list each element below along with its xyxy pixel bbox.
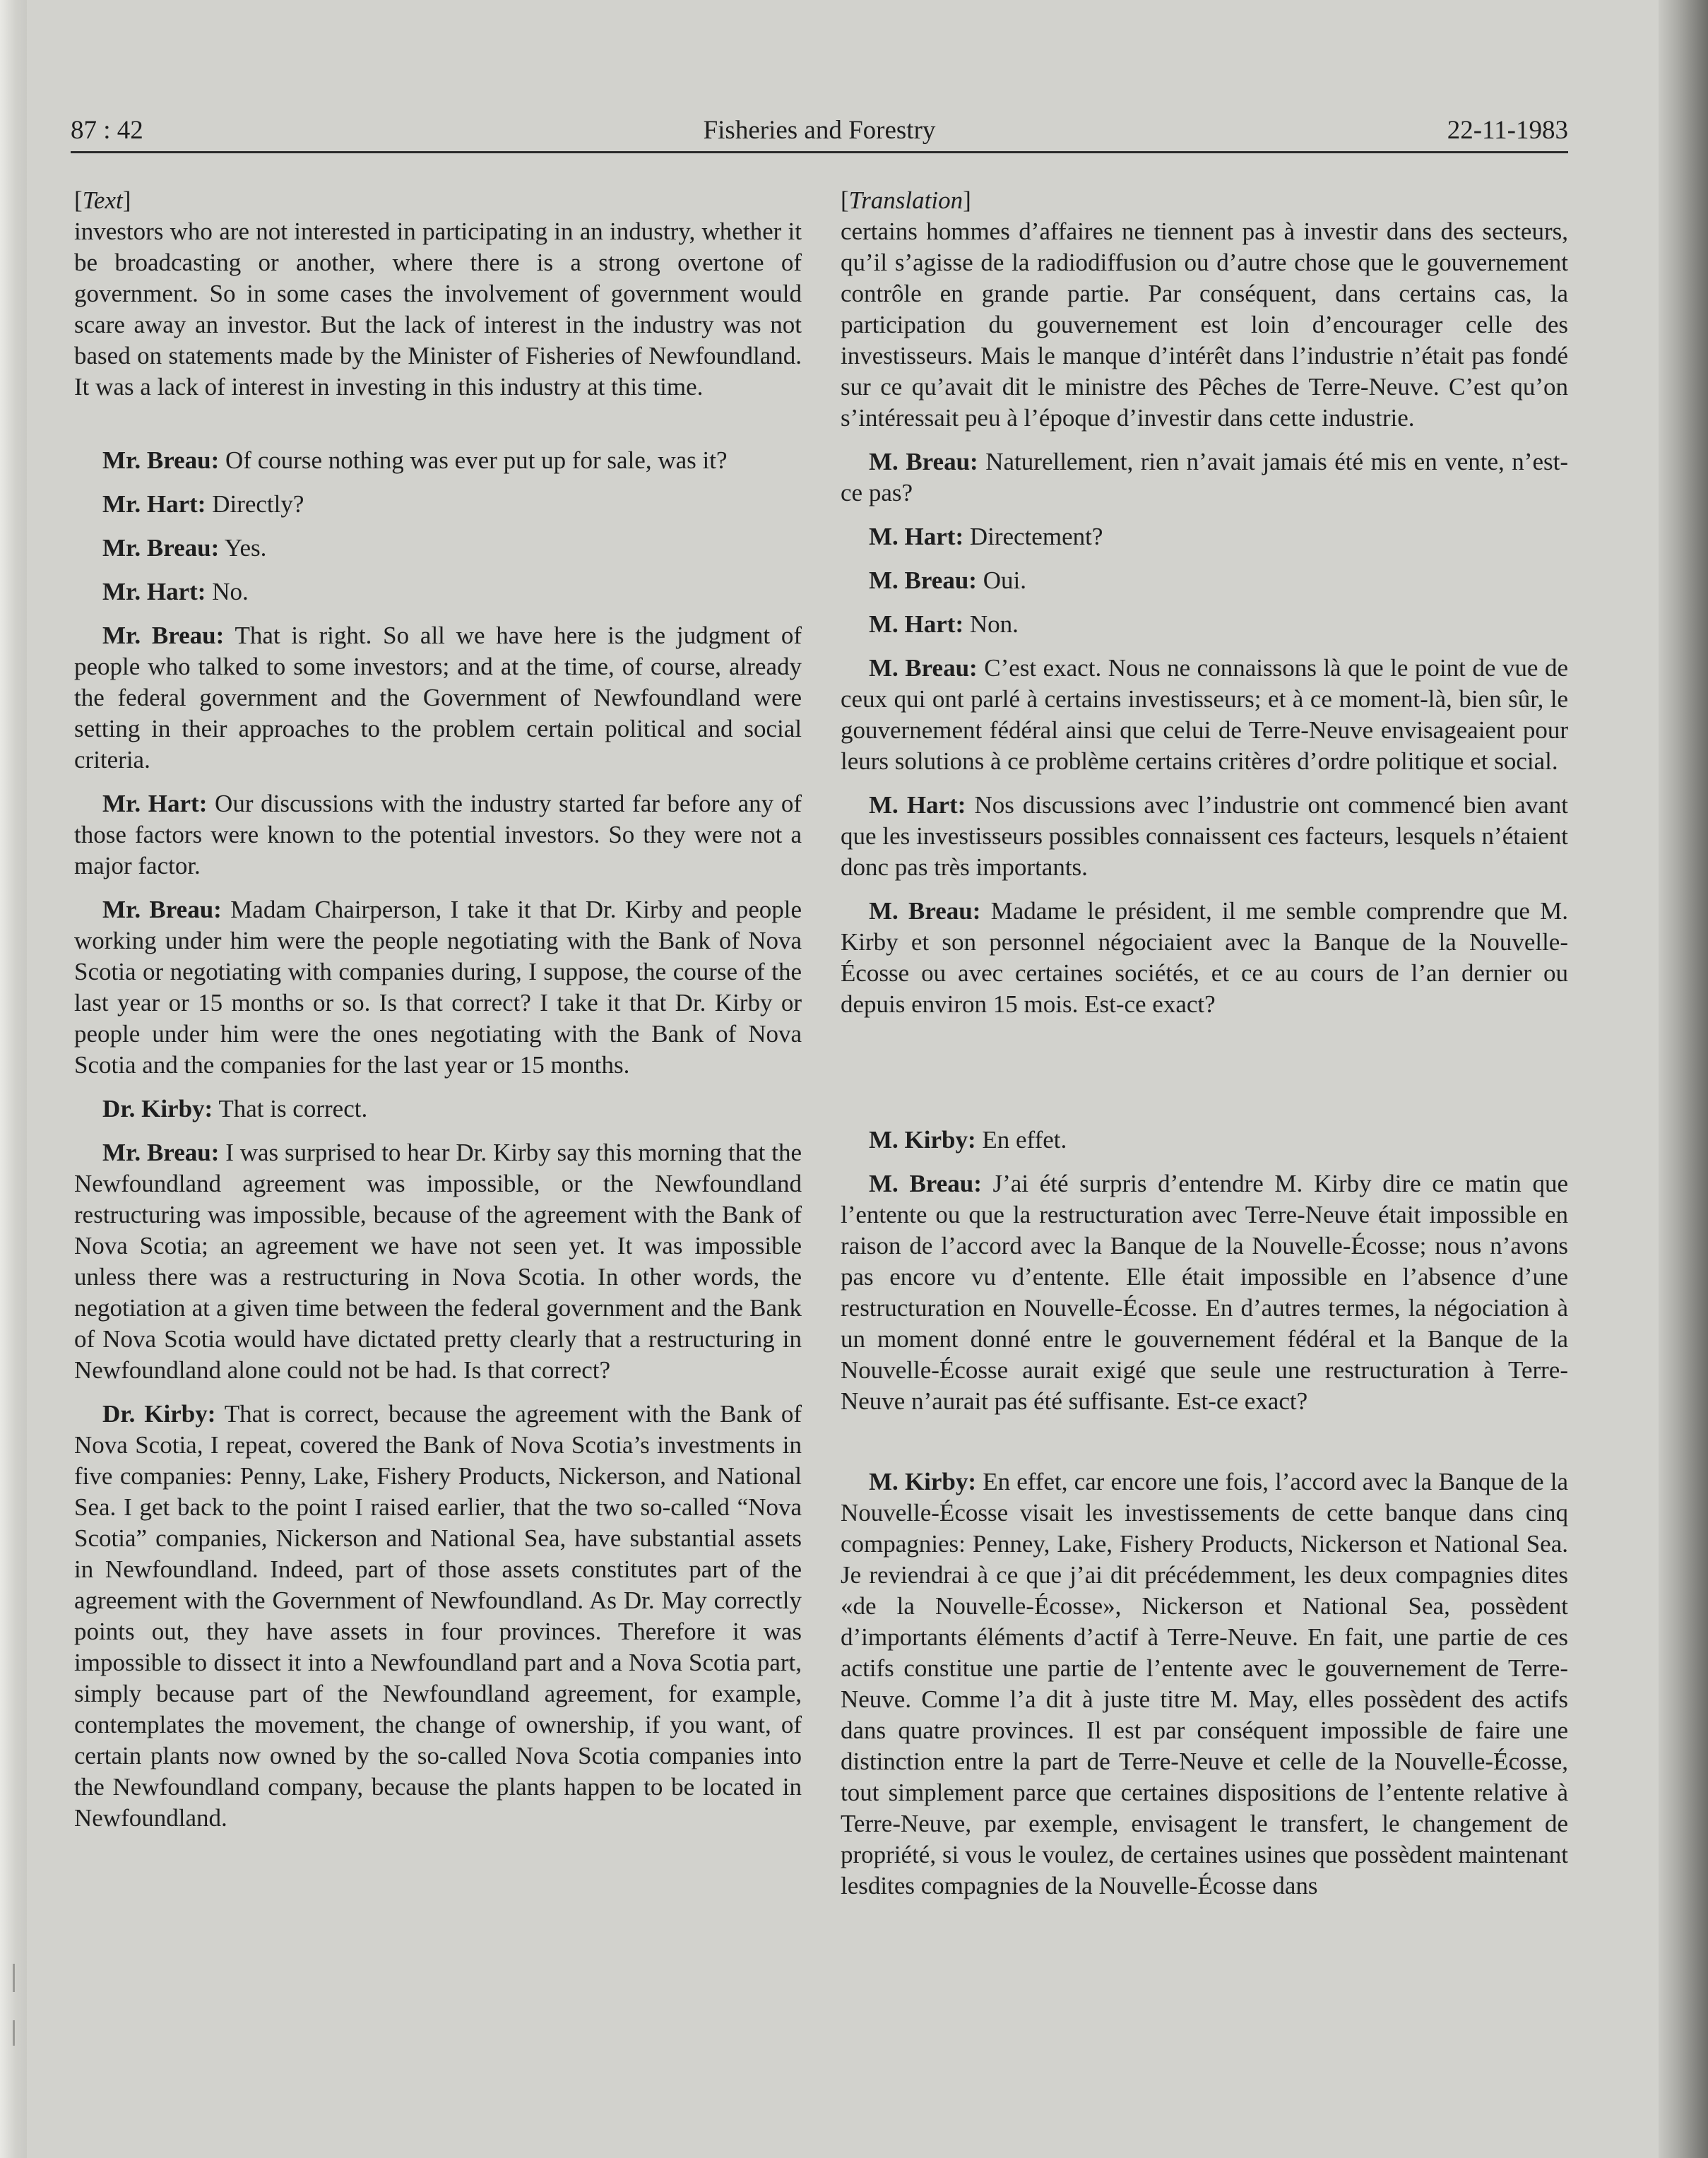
header-date: 22-11-1983 [1447, 116, 1568, 145]
speaker: Dr. Kirby: [102, 1095, 213, 1122]
speech-text: Oui. [983, 567, 1026, 594]
speech-text: No. [212, 578, 249, 605]
speaker: M. Breau: [869, 654, 978, 682]
speech [841, 521, 1568, 552]
speaker: M. Hart: [869, 610, 964, 638]
speech [841, 896, 1568, 1020]
speech [74, 1399, 802, 1834]
speech-text: Of course nothing was ever put up for sale, was it? [225, 446, 728, 474]
intro-paragraph: certains hommes d’affaires ne tiennent pas à investir dans des secteurs, qu’il s’agisse de la radiodiffusion ou d’autre chose que le gouvernement contrôle en grande partie. Par conséquent, dans certains cas, la participation du gouvernement est loin d’encourager celle des investisseurs. Mais le manque d’intérêt dans l’industrie n’était pas fondé sur ce qu’avait dit le ministre des Pêches de Terre-Neuve. C’est qu’on s’intéressait peu à l’époque d’investir dans cette industrie. [841, 218, 1568, 432]
speech-text: That is right. So all we have here is the judgment of people who talked to some investors; and at the time, of course, already the federal government and the Government of Newfoundland were setting in their approaches to the problem certain political and social criteria. [74, 622, 802, 773]
speech [841, 1466, 1568, 1902]
speaker: Mr. Breau: [102, 534, 220, 562]
speaker: Mr. Hart: [102, 790, 208, 817]
speaker: M. Breau: [869, 567, 977, 594]
header-title: Fisheries and Forestry [703, 116, 936, 145]
speech [74, 1093, 802, 1125]
speech [841, 446, 1568, 509]
speaker: Mr. Hart: [102, 490, 206, 518]
translation-tag: [Translation] [841, 186, 971, 214]
speaker: Mr. Breau: [102, 622, 225, 649]
speech-text: Yes. [224, 534, 267, 562]
speaker: Mr. Breau: [102, 896, 222, 923]
french-column [841, 185, 1568, 1902]
speech-text: Nos discussions avec l’industrie ont commencé bien avant que les investisseurs possibles connaissent ces facteurs, lesquels n’étaient donc pas très importants. [841, 791, 1569, 881]
speaker: Mr. Hart: [102, 578, 206, 605]
speaker: M. Breau: [869, 1170, 982, 1197]
speech [74, 1137, 802, 1386]
margin-mark [13, 1964, 15, 1992]
speech-text: Directement? [969, 523, 1103, 550]
speaker: Mr. Breau: [102, 446, 220, 474]
speech [74, 620, 802, 776]
speaker: M. Breau: [869, 448, 978, 475]
speech-text: J’ai été surpris d’entendre M. Kirby dire ce matin que l’entente ou que la restructuration avec Terre-Neuve était impossible en raison de l’accord avec la Banque de la Nouvelle-Écosse; nous n’avons pas encore vu d’entente. Elle était impossible en l’absence d’une restructuration en Nouvelle-Écosse. En d’autres termes, la négociation à un moment donné entre le gouvernement fédéral et la Banque de la Nouvelle-Écosse aurait exigé que seule une restructuration à Terre-Neuve n’aurait pas été suffisante. Est-ce exact? [841, 1170, 1569, 1415]
speech-text: Our discussions with the industry started far before any of those factors were known to the potential investors. So they were not a major factor. [74, 790, 802, 879]
speech [74, 788, 802, 882]
speech [841, 1168, 1568, 1417]
speaker: M. Hart: [869, 523, 964, 550]
intro-paragraph: investors who are not interested in participating in an industry, whether it be broadcasting or another, where there is a strong overtone of government. So in some cases the involvement of government would scare away an investor. But the lack of interest in the industry was not based on statements made by the Minister of Fisheries of Newfoundland. It was a lack of interest in investing in this industry at this time. [74, 218, 802, 401]
speech-text: That is correct. [218, 1095, 368, 1122]
speech [74, 489, 802, 520]
margin-mark [13, 2020, 15, 2046]
speech-text: That is correct, because the agreement with the Bank of Nova Scotia, I repeat, covered the Bank of Nova Scotia’s investments in five companies: Penny, Lake, Fishery Products, Nickerson, and National Sea. I get back to the point I raised earlier, that the two so-called “Nova Scotia” companies, Nickerson and National Sea, have substantial assets in Newfoundland. Indeed, part of those assets constitutes part of the agreement with the Government of Newfoundland. As Dr. May correctly points out, they have assets in four provinces. Therefore it was impossible to dissect it into a Newfoundland part and a Nova Scotia part, simply because part of the Newfoundland agreement, for example, contemplates the movement, the change of ownership, if you want, of certain plants now owned by the so-called Nova Scotia companies into the Newfoundland company, because the plants happen to be located in Newfoundland. [74, 1400, 802, 1832]
speech-text: I was surprised to hear Dr. Kirby say this morning that the Newfoundland agreement was impossible, or the Newfoundland restructuring was impossible, because of the agreement with the Bank of Nova Scotia; an agreement we have not seen yet. It was impossible unless there was a restructuring in Nova Scotia. In other words, the negotiation at a given time between the federal government and the Bank of Nova Scotia would have dictated pretty clearly that a restructuring in Newfoundland alone could not be had. Is that correct? [74, 1139, 802, 1384]
speech [74, 894, 802, 1081]
speaker: Mr. Breau: [102, 1139, 220, 1166]
text-tag: [Text] [74, 186, 131, 214]
speech-text: En effet, car encore une fois, l’accord avec la Banque de la Nouvelle-Écosse visait les investissements de cette banque dans cinq compagnies: Penney, Lake, Fishery Products, Nickerson et National Sea. Je reviendrai à ce que j’ai dit précédemment, les deux compagnies dites «de la Nouvelle-Écosse», Nickerson et National Sea, possèdent d’importants éléments d’actif à Terre-Neuve. En fait, une partie de ces actifs constitue une partie de l’entente avec le gouvernement de Terre-Neuve. Comme l’a dit à juste titre M. May, elles possèdent des actifs dans quatre provinces. Il est par conséquent impossible de faire une distinction entre la part de Terre-Neuve et celle de la Nouvelle-Écosse, tout simplement parce que certaines dispositions de l’entente relative à Terre-Neuve, par exemple, envisagent le transfert, le changement de propriété, si vous le voulez, de certaines usines que possèdent maintenant lesdites compagnies de la Nouvelle-Écosse dans [841, 1468, 1568, 1899]
speaker: M. Kirby: [869, 1468, 977, 1495]
speaker: M. Hart: [869, 791, 966, 819]
speech-text: C’est exact. Nous ne connaissons là que le point de vue de ceux qui ont parlé à certains investisseurs; et à ce moment-là, bien sûr, le gouvernement fédéral ainsi que celui de Terre-Neuve envisageaient pour leurs solutions à ce problème certains critères d’ordre politique et social. [841, 654, 1568, 775]
page-edge-shadow [1659, 0, 1708, 2158]
speech-text: Madame le président, il me semble comprendre que M. Kirby et son personnel négociaient avec la Banque de la Nouvelle-Écosse ou avec certaines sociétés, et ce au cours de l’an dernier ou depuis environ 15 mois. Est-ce exact? [841, 897, 1569, 1018]
speech [74, 533, 802, 564]
speech [841, 565, 1568, 596]
page-spine [0, 0, 27, 2158]
speaker: Dr. Kirby: [102, 1400, 216, 1428]
speaker: M. Breau: [869, 897, 981, 925]
speech [841, 1125, 1568, 1156]
speech-text: Naturellement, rien n’avait jamais été mis en vente, n’est-ce pas? [841, 448, 1568, 506]
speech-text: En effet. [982, 1126, 1067, 1154]
speaker: M. Kirby: [869, 1126, 976, 1154]
speech-text: Directly? [212, 490, 304, 518]
speech [74, 445, 802, 476]
page-number: 87 : 42 [71, 116, 143, 145]
speech [841, 653, 1568, 777]
running-header [71, 106, 1568, 153]
english-column [74, 185, 802, 1834]
speech [841, 790, 1568, 883]
speech [74, 576, 802, 607]
speech-text: Madam Chairperson, I take it that Dr. Kirby and people working under him were the people negotiating with the Bank of Nova Scotia or negotiating with companies during, I suppose, the course of the last year or 15 months or so. Is that correct? I take it that Dr. Kirby or people under him were the ones negotiating with the Bank of Nova Scotia and the companies for the last year or 15 months. [74, 896, 802, 1079]
speech-text: Non. [969, 610, 1019, 638]
speech [841, 609, 1568, 640]
